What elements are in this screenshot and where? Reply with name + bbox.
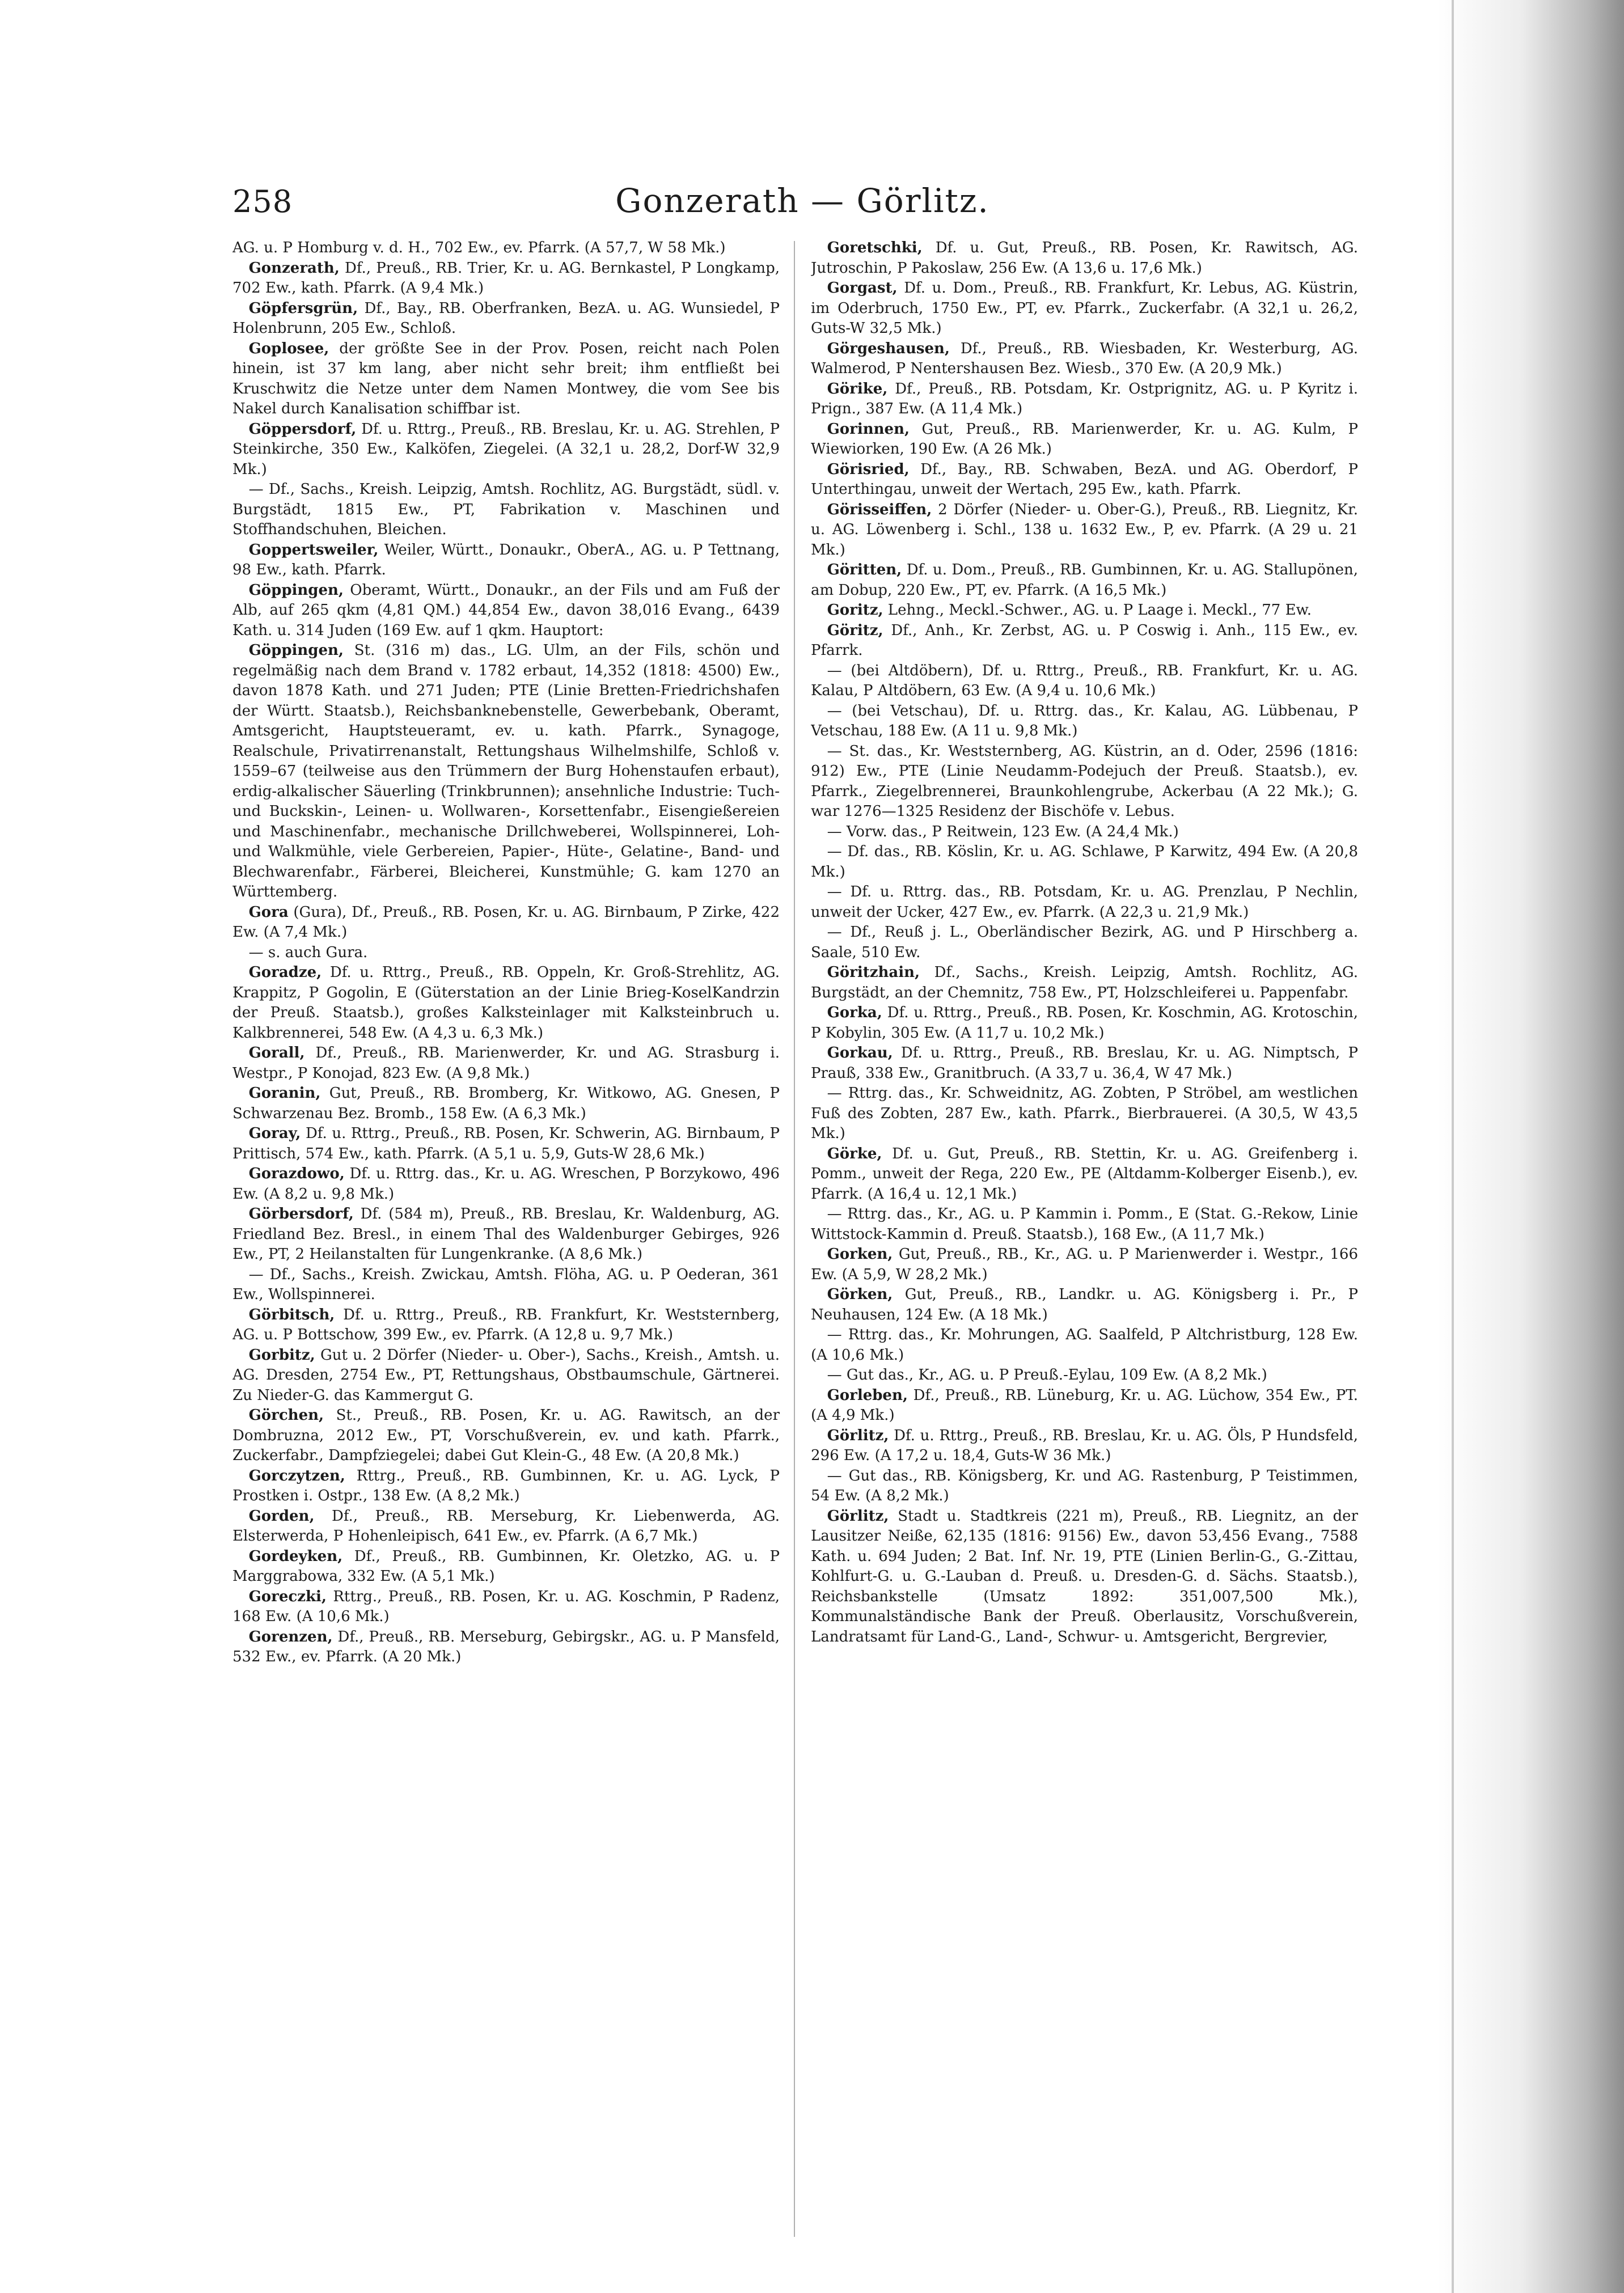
entry-headword: Görbitsch, [248, 1306, 335, 1323]
entry-headword: Görken, [827, 1286, 893, 1303]
dictionary-entry [811, 1144, 1358, 1205]
entry-headword: Gorazdowo, [248, 1165, 345, 1182]
dictionary-entry [232, 299, 780, 339]
entry-text: — Df., Sachs., Kreish. Zwickau, Amtsh. Flöha, AG. u. P Oederan, 361 Ew., Wollspinnerei. [232, 1266, 780, 1303]
dictionary-entry [232, 238, 780, 259]
dictionary-entry [811, 379, 1358, 420]
dictionary-entry [232, 1406, 780, 1466]
entry-headword: Görisried, [827, 460, 910, 478]
entry-text: Oberamt, Württ., Donaukr., an der Fils und am Fuß der Alb, auf 265 qkm (4,81 QM.) 44,854 Ew., davon 38,016 Evang., 6439 Kath. u. 314 Juden (169 Ew. auf 1 qkm. Hauptort: [232, 581, 780, 639]
entry-text: St. (316 m) das., LG. Ulm, an der Fils, schön und regelmäßig nach dem Brand v. 1782 erbaut, 14,352 (1818: 4500) Ew., davon 1878 Kath. und 271 Juden; PTE (Linie Bretten-Friedrichshafen der Württ. Staatsb.), Reichsbanknebenstelle, Gewerbebank, Oberamt, Amtsgericht, Hauptsteueramt, ev. u. kath. Pfarrk., Synagoge, Realschule, Privatirrenanstalt, Rettungshaus Wilhelmshilfe, Schloß v. 1559–67 (teilweise aus den Trümmern der Burg Hohenstaufen erbaut), erdig-alkalischer Säuerling (Trinkbrunnen); ansehnliche Industrie: Tuch- und Buckskin-, Leinen- u. Wollwaren-, Korsettenfabr., Eisengießereien und Maschinenfabr., mechanische Drillchweberei, Wollspinnerei, Loh- und Walkmühle, viele Gerbereien, Papier-, Hüte-, Gelatine-, Band- und Blechwarenfabr., Färberei, Bleicherei, Kunstmühle; G. kam 1270 an Württemberg. [232, 642, 780, 900]
entry-text: Df. u. Rttrg., Preuß., RB. Oppeln, Kr. Groß-Strehlitz, AG. Krappitz, P Gogolin, E (Güterstation an der Linie Brieg-KoselKandrzin der Preuß. Staatsb.), großes Kalksteinlager mit Kalksteinbruch u. Kalkbrennerei, 548 Ew. (A 4,3 u. 6,3 Mk.) [232, 964, 780, 1042]
entry-headword: Goplosee, [248, 340, 329, 357]
dictionary-entry [811, 1426, 1358, 1466]
entry-headword: Gorden, [248, 1507, 315, 1525]
entry-text: — Df. das., RB. Köslin, Kr. u. AG. Schlawe, P Karwitz, 494 Ew. (A 20,8 Mk.) [811, 843, 1358, 881]
entry-headword: Gorbitz, [248, 1346, 315, 1364]
entry-text: Df. u. Dom., Preuß., RB. Gumbinnen, Kr. u. AG. Stallupönen, am Dobup, 220 Ew., PT, ev. Pfarrk. (A 16,5 Mk.) [811, 561, 1358, 599]
dictionary-entry [232, 581, 780, 641]
entry-headword: Gorenzen, [248, 1628, 333, 1645]
entry-text: Rttrg., Preuß., RB. Posen, Kr. u. AG. Koschmin, P Radenz, 168 Ew. (A 10,6 Mk.) [232, 1588, 780, 1625]
document-page [232, 176, 1372, 2251]
dictionary-entry [811, 1285, 1358, 1325]
entry-text: — Rttrg. das., Kr. Schweidnitz, AG. Zobten, P Ströbel, am westlichen Fuß des Zobten, 287 Ew., kath. Pfarrk., Bierbrauerei. (A 30,5, W 43,5 Mk.) [811, 1085, 1358, 1142]
entry-text: — Rttrg. das., Kr. Mohrungen, AG. Saalfeld, P Altchristburg, 128 Ew. (A 10,6 Mk.) [811, 1326, 1358, 1364]
entry-text: Df., Anh., Kr. Zerbst, AG. u. P Coswig i. Anh., 115 Ew., ev. Pfarrk. [811, 621, 1358, 659]
dictionary-entry [811, 1386, 1358, 1426]
entry-headword: Goppertsweiler, [248, 541, 379, 559]
entry-text: — (bei Altdöbern), Df. u. Rttrg., Preuß., RB. Frankfurt, Kr. u. AG. Kalau, P Altdöbern, 63 Ew. (A 9,4 u. 10,6 Mk.) [811, 662, 1358, 699]
entry-text: Df. u. Gut, Preuß., RB. Stettin, Kr. u. AG. Greifenberg i. Pomm., unweit der Rega, 220 Ew., PE (Altdamm-Kolberger Eisenb.), ev. Pfarrk. (A 16,4 u. 12,1 Mk.) [811, 1145, 1358, 1203]
dictionary-entry [232, 1305, 780, 1346]
entry-text: — Vorw. das., P Reitwein, 123 Ew. (A 24,4 Mk.) [827, 823, 1179, 840]
entry-text: AG. u. P Homburg v. d. H., 702 Ew., ev. Pfarrk. (A 57,7, W 58 Mk.) [232, 239, 726, 256]
entry-headword: Gorkau, [827, 1044, 893, 1061]
dictionary-entry [232, 1547, 780, 1587]
entry-headword: Göritten, [827, 561, 902, 578]
entry-text: — (bei Vetschau), Df. u. Rttrg. das., Kr. Kalau, AG. Lübbenau, P Vetschau, 188 Ew. (A 11 u. 9,8 Mk.) [811, 702, 1358, 739]
entry-headword: Goradze, [248, 964, 322, 981]
page-number: 258 [232, 184, 293, 219]
entry-text: — Df., Reuß j. L., Oberländischer Bezirk, AG. und P Hirschberg a. Saale, 510 Ew. [811, 924, 1358, 961]
dictionary-entry [232, 1204, 780, 1265]
dictionary-entry [811, 822, 1358, 843]
entry-headword: Görlitz, [827, 1507, 889, 1525]
entry-headword: Goreczki, [248, 1588, 327, 1605]
entry-headword: Goritz, [827, 602, 883, 619]
entry-headword: Gordeyken, [248, 1547, 343, 1565]
entry-text: Df., Bay., RB. Oberfranken, BezA. u. AG. Wunsiedel, P Holenbrunn, 205 Ew., Schloß. [232, 299, 780, 337]
entry-text: Df. u. Dom., Preuß., RB. Frankfurt, Kr. Lebus, AG. Küstrin, im Oderbruch, 1750 Ew., PT, ev. Pfarrk., Zuckerfabr. (A 32,1 u. 26,2, Guts-W 32,5 Mk.) [811, 280, 1358, 337]
dictionary-entry [811, 460, 1358, 500]
entry-text: (Gura), Df., Preuß., RB. Posen, Kr. u. AG. Birnbaum, P Zirke, 422 Ew. (A 7,4 Mk.) [232, 903, 780, 941]
entry-text: — Df. u. Rttrg. das., RB. Potsdam, Kr. u. AG. Prenzlau, P Nechlin, unweit der Ucker, 427 Ew., ev. Pfarrk. (A 22,3 u. 21,9 Mk.) [811, 883, 1358, 921]
dictionary-entry [811, 1507, 1358, 1648]
entry-text: Gut, Preuß., RB., Kr., AG. u. P Marienwerder i. Westpr., 166 Ew. (A 5,9, W 28,2 Mk.) [811, 1246, 1358, 1283]
entry-text: 2 Dörfer (Nieder- u. Ober-G.), Preuß., RB. Liegnitz, Kr. u. AG. Löwenberg i. Schl., 138 u. 1632 Ew., P, ev. Pfarrk. (A 29 u. 21 Mk.) [811, 501, 1358, 559]
right-column [811, 238, 1358, 2245]
dictionary-entry [232, 339, 780, 420]
dictionary-entry [232, 1587, 780, 1627]
dictionary-entry [232, 1265, 780, 1305]
dictionary-entry [811, 339, 1358, 379]
dictionary-entry [232, 259, 780, 299]
entry-headword: Görbersdorf, [248, 1205, 354, 1222]
entry-text: — Gut das., RB. Königsberg, Kr. und AG. Rastenburg, P Teistimmen, 54 Ew. (A 8,2 Mk.) [811, 1467, 1358, 1504]
dictionary-entry [232, 540, 780, 581]
dictionary-entry [232, 943, 780, 963]
entry-text: Gut u. 2 Dörfer (Nieder- u. Ober-), Sachs., Kreish., Amtsh. u. AG. Dresden, 2754 Ew., PT, Rettungshaus, Obstbaumschule, Gärtnerei. Zu Nieder-G. das Kammergut G. [232, 1346, 780, 1404]
left-column [232, 238, 780, 2245]
dictionary-entry [232, 1043, 780, 1084]
entry-text: Lehng., Meckl.-Schwer., AG. u. P Laage i. Meckl., 77 Ew. [883, 602, 1312, 619]
entry-text: der größte See in der Prov. Posen, reicht nach Polen hinein, ist 37 km lang, aber nicht sehr breit; ihm entfließt bei Kruschwitz die Netze unter dem Namen Montwey, die vom See bis Nakel durch Kanalisation schiffbar ist. [232, 340, 780, 417]
entry-headword: Goranin, [248, 1085, 321, 1102]
entry-headword: Gorinnen, [827, 420, 910, 438]
entry-text: Df. u. Rttrg. das., Kr. u. AG. Wreschen, P Borzykowo, 496 Ew. (A 8,2 u. 9,8 Mk.) [232, 1165, 780, 1203]
entry-text: Df. u. Rttrg., Preuß., RB. Frankfurt, Kr. Weststernberg, AG. u. P Bottschow, 399 Ew., ev. Pfarrk. (A 12,8 u. 9,7 Mk.) [232, 1306, 780, 1343]
entry-headword: Göpfersgrün, [248, 299, 358, 317]
entry-text: Df. u. Rttrg., Preuß., RB. Breslau, Kr. u. AG. Öls, P Hundsfeld, 296 Ew. (A 17,2 u. 18,4, Guts-W 36 Mk.) [811, 1427, 1358, 1464]
entry-text: Df., Preuß., RB. Potsdam, Kr. Ostprignitz, AG. u. P Kyritz i. Prign., 387 Ew. (A 11,4 Mk.) [811, 380, 1358, 417]
dictionary-entry [811, 882, 1358, 923]
entry-text: Rttrg., Preuß., RB. Gumbinnen, Kr. u. AG. Lyck, P Prostken i. Ostpr., 138 Ew. (A 8,2 Mk.) [232, 1467, 780, 1504]
dictionary-entry [811, 500, 1358, 561]
entry-headword: Göppersdorf, [248, 420, 357, 438]
dictionary-entry [811, 621, 1358, 661]
dictionary-entry [811, 742, 1358, 822]
entry-text: Df. u. Rttrg., Preuß., RB. Posen, Kr. Koschmin, AG. Krotoschin, P Kobylin, 305 Ew. (A 11,7 u. 10,2 Mk.) [811, 1004, 1358, 1042]
entry-headword: Gorka, [827, 1004, 882, 1021]
dictionary-entry [232, 480, 780, 540]
entry-headword: Gorall, [248, 1044, 305, 1061]
entry-headword: Goray, [248, 1125, 301, 1142]
page-header [232, 176, 1372, 227]
entry-text: Df. u. Rttrg., Preuß., RB. Posen, Kr. Schwerin, AG. Birnbaum, P Prittisch, 574 Ew., kath. Pfarrk. (A 5,1 u. 5,9, Guts-W 28,6 Mk.) [232, 1125, 780, 1162]
entry-text: Df., Preuß., RB. Marienwerder, Kr. und AG. Strasburg i. Westpr., P Konojad, 823 Ew. (A 9,8 Mk.) [232, 1044, 780, 1082]
dictionary-entry [811, 1245, 1358, 1285]
entry-text: Df. (584 m), Preuß., RB. Breslau, Kr. Waldenburg, AG. Friedland Bez. Bresl., in einem Thal des Waldenburger Gebirges, 926 Ew., PT, 2 Heilanstalten für Lungenkranke. (A 8,6 Mk.) [232, 1205, 780, 1263]
dictionary-entry [232, 1507, 780, 1547]
dictionary-entry [811, 1325, 1358, 1365]
dictionary-entry [232, 420, 780, 480]
entry-text: Df. u. Rttrg., Preuß., RB. Breslau, Kr. u. AG. Strehlen, P Steinkirche, 350 Ew., Kalköfen, Ziegelei. (A 32,1 u. 28,2, Dorf-W 32,9 Mk.) [232, 420, 780, 478]
dictionary-entry [811, 661, 1358, 701]
entry-headword: Gorken, [827, 1246, 893, 1263]
entry-headword: Gora [248, 903, 289, 921]
entry-text: — St. das., Kr. Weststernberg, AG. Küstrin, an d. Oder, 2596 (1816: 912) Ew., PTE (Linie Neudamm-Podejuch der Preuß. Staatsb.), ev. Pfarrk., Ziegelbrennerei, Braunkohlengrube, Ackerbau (A 22 Mk.); G. war 1276—1325 Residenz der Bischöfe v. Lebus. [811, 742, 1358, 820]
entry-text: Gut, Preuß., RB., Landkr. u. AG. Königsberg i. Pr., P Neuhausen, 124 Ew. (A 18 Mk.) [811, 1286, 1358, 1323]
scan-margin-shadow [1437, 0, 1624, 2293]
entry-text: Df., Preuß., RB. Trier, Kr. u. AG. Bernkastel, P Longkamp, 702 Ew., kath. Pfarrk. (A 9,4 Mk.) [232, 259, 780, 297]
dictionary-entry [232, 1466, 780, 1507]
entry-headword: Görgeshausen, [827, 340, 950, 357]
entry-text: — s. auch Gura. [248, 944, 368, 961]
dictionary-entry [232, 1627, 780, 1668]
entry-headword: Görisseiffen, [827, 501, 932, 518]
entry-headword: Görchen, [248, 1407, 324, 1424]
dictionary-entry [811, 1204, 1358, 1245]
dictionary-entry [232, 1124, 780, 1164]
entry-headword: Görke, [827, 1145, 882, 1162]
entry-headword: Gorczytzen, [248, 1467, 345, 1484]
entry-text: Stadt u. Stadtkreis (221 m), Preuß., RB. Liegnitz, an der Lausitzer Neiße, 62,135 (1816: 9156) Ew., davon 53,456 Evang., 7588 Kath. u. 694 Juden; 2 Bat. Inf. Nr. 19, PTE (Linien Berlin-G., G.-Zittau, Kohlfurt-G. u. G.-Lauban d. Preuß. u. Dresden-G. d. Sächs. Staatsb.), Reichsbankstelle (Umsatz 1892: 351,007,500 Mk.), Kommunalständische Bank der Preuß. Oberlausitz, Vorschußverein, Landratsamt für Land-G., Land-, Schwur- u. Amtsgericht, Bergrevier, [811, 1507, 1358, 1645]
dictionary-entry [811, 420, 1358, 460]
dictionary-entry [232, 1346, 780, 1406]
entry-text: Df., Sachs., Kreish. Leipzig, Amtsh. Rochlitz, AG. Burgstädt, an der Chemnitz, 758 Ew., PT, Holzschleiferei u. Pappenfabr. [811, 964, 1358, 1001]
entry-headword: Görike, [827, 380, 888, 397]
entry-headword: Göppingen, [248, 642, 344, 659]
scan-edge-line [1452, 0, 1454, 2293]
entry-text: Df., Preuß., RB. Merseburg, Kr. Liebenwerda, AG. Elsterwerda, P Hohenleipisch, 641 Ew., ev. Pfarrk. (A 6,7 Mk.) [232, 1507, 780, 1545]
entry-text: Gut, Preuß., RB. Marienwerder, Kr. u. AG. Kulm, P Wiewiorken, 190 Ew. (A 26 Mk.) [811, 420, 1358, 458]
entry-headword: Göritzhain, [827, 964, 920, 981]
dictionary-entry [811, 1043, 1358, 1084]
entry-headword: Gorgast, [827, 280, 898, 297]
entry-text: Df. u. Rttrg., Preuß., RB. Breslau, Kr. u. AG. Nimptsch, P Prauß, 338 Ew., Granitbruch. (A 33,7 u. 36,4, W 47 Mk.) [811, 1044, 1358, 1082]
entry-text: Weiler, Württ., Donaukr., OberA., AG. u. P Tettnang, 98 Ew., kath. Pfarrk. [232, 541, 780, 578]
dictionary-entry [232, 641, 780, 903]
column-divider [794, 241, 795, 2237]
entry-headword: Gorleben, [827, 1386, 908, 1404]
dictionary-entry [811, 1466, 1358, 1507]
dictionary-entry [811, 278, 1358, 339]
entry-headword: Göritz, [827, 621, 883, 639]
entry-headword: Gonzerath, [248, 259, 340, 277]
entry-headword: Goretschki, [827, 239, 923, 256]
dictionary-entry [811, 842, 1358, 882]
dictionary-entry [811, 600, 1358, 621]
running-title: Gonzerath — Görlitz. [615, 181, 989, 220]
dictionary-entry [232, 903, 780, 943]
dictionary-entry [811, 963, 1358, 1003]
dictionary-entry [811, 1084, 1358, 1144]
entry-text: Gut, Preuß., RB. Bromberg, Kr. Witkowo, AG. Gnesen, P Schwarzenau Bez. Bromb., 158 Ew. (A 6,3 Mk.) [232, 1085, 780, 1122]
entry-text: Df., Bay., RB. Schwaben, BezA. und AG. Oberdorf, P Unterthingau, unweit der Wertach, 295 Ew., kath. Pfarrk. [811, 460, 1358, 498]
dictionary-entry [232, 1084, 780, 1124]
entry-text: — Df., Sachs., Kreish. Leipzig, Amtsh. Rochlitz, AG. Burgstädt, südl. v. Burgstädt, 1815 Ew., PT, Fabrikation v. Maschinen und Stoffhandschuhen, Bleichen. [232, 481, 780, 538]
dictionary-entry [811, 1003, 1358, 1043]
dictionary-entry [811, 238, 1358, 278]
dictionary-entry [232, 963, 780, 1043]
entry-text: St., Preuß., RB. Posen, Kr. u. AG. Rawitsch, an der Dombruzna, 2012 Ew., PT, Vorschußverein, ev. und kath. Pfarrk., Zuckerfabr., Dampfziegelei; dabei Gut Klein-G., 48 Ew. (A 20,8 Mk.) [232, 1407, 780, 1464]
entry-headword: Görlitz, [827, 1427, 889, 1444]
entry-text: Df., Preuß., RB. Merseburg, Gebirgskr., AG. u. P Mansfeld, 532 Ew., ev. Pfarrk. (A 20 Mk.) [232, 1628, 780, 1665]
entry-text: — Gut das., Kr., AG. u. P Preuß.-Eylau, 109 Ew. (A 8,2 Mk.) [827, 1367, 1267, 1384]
entry-text: — Rttrg. das., Kr., AG. u. P Kammin i. Pomm., E (Stat. G.-Rekow, Linie Wittstock-Kammin d. Preuß. Staatsb.), 168 Ew., (A 11,7 Mk.) [811, 1205, 1358, 1243]
dictionary-entry [232, 1164, 780, 1204]
dictionary-entry [811, 923, 1358, 963]
entry-text: Df., Preuß., RB. Gumbinnen, Kr. Oletzko, AG. u. P Marggrabowa, 332 Ew. (A 5,1 Mk.) [232, 1547, 780, 1585]
entry-text: Df., Preuß., RB. Wiesbaden, Kr. Westerburg, AG. Walmerod, P Nentershausen Bez. Wiesb., 370 Ew. (A 20,9 Mk.) [811, 340, 1358, 377]
entry-text: Df. u. Gut, Preuß., RB. Posen, Kr. Rawitsch, AG. Jutroschin, P Pakoslaw, 256 Ew. (A 13,6 u. 17,6 Mk.) [811, 239, 1358, 277]
dictionary-entry [811, 560, 1358, 600]
entry-text: Df., Preuß., RB. Lüneburg, Kr. u. AG. Lüchow, 354 Ew., PT. (A 4,9 Mk.) [811, 1386, 1358, 1424]
dictionary-entry [811, 701, 1358, 742]
dictionary-entry [811, 1365, 1358, 1386]
entry-headword: Göppingen, [248, 581, 344, 599]
